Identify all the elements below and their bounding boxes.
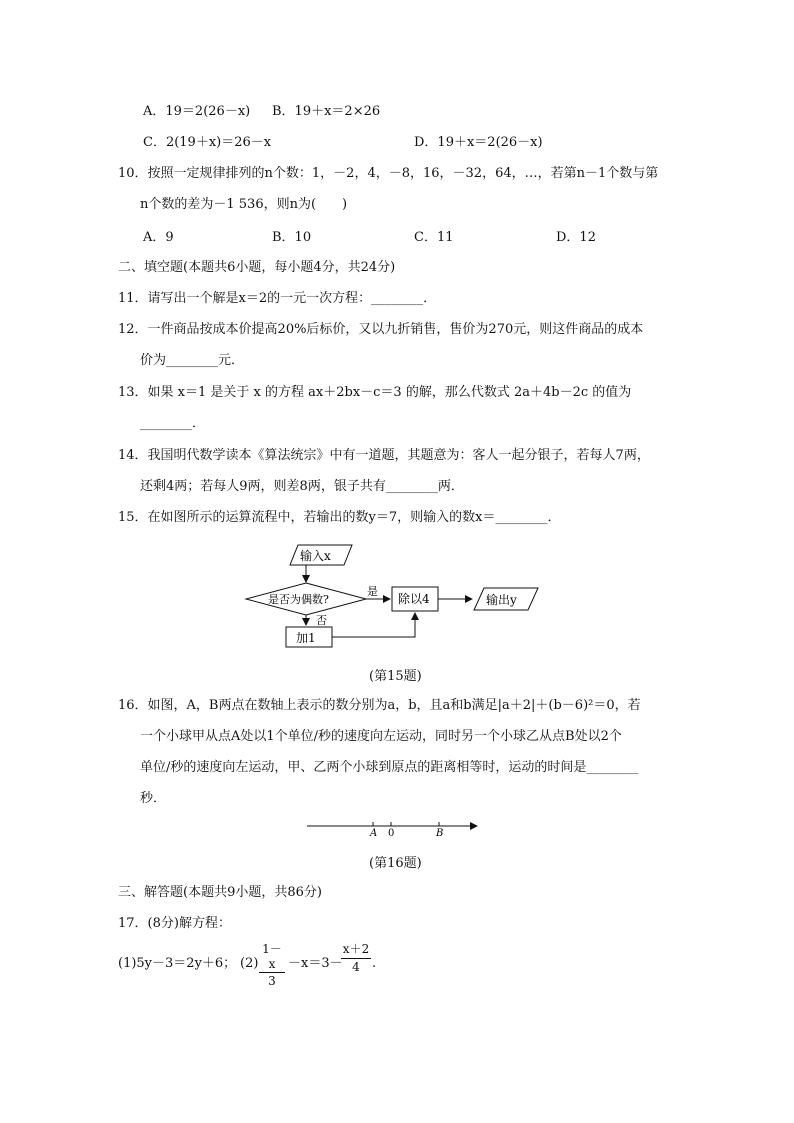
section3-heading: 三、解答题(本题共9小题，共86分) xyxy=(118,885,322,900)
q10-option-d: D．12 xyxy=(556,230,596,245)
q9-option-a: A．19＝2(26－x) xyxy=(143,104,251,119)
axis-label-origin: 0 xyxy=(388,828,395,839)
q16-line2: 一个小球甲从点A处以1个单位/秒的速度向左运动，同时另一个小球乙从点B处以2个 xyxy=(140,729,622,744)
figure15-caption: (第15题) xyxy=(369,669,422,684)
q12-line1: 12．一件商品按成本价提高20%后标价，又以九折销售，售价为270元，则这件商品的成本 xyxy=(118,322,644,337)
number-line xyxy=(305,816,485,840)
q17-fraction2-numerator: x＋2 xyxy=(342,942,370,956)
q10-line2: n个数的差为－1 536，则n为( ) xyxy=(140,197,348,212)
fraction-bar xyxy=(341,958,371,959)
flow-yes-label: 是 xyxy=(367,585,378,598)
figure16-caption: (第16题) xyxy=(369,856,422,871)
q10-option-a: A．9 xyxy=(143,230,174,245)
q16-line4: 秒． xyxy=(140,791,167,806)
q10-option-c: C．11 xyxy=(414,230,454,245)
axis-label-b: B xyxy=(436,828,444,839)
q17-middle: －x＝3－ xyxy=(288,956,343,971)
flow-no-label: 否 xyxy=(316,614,327,627)
q17-part2-prefix: (2) xyxy=(240,956,259,971)
fraction-bar xyxy=(259,972,285,973)
q14-line2: 还剩4两；若每人9两，则差8两，银子共有________两． xyxy=(140,479,464,494)
q9-option-c: C．2(19＋x)＝26－x xyxy=(143,135,272,150)
q14-line1: 14．我国明代数学读本《算法统宗》中有一道题，其题意为：客人一起分银子，若每人7两， xyxy=(118,448,650,463)
q17-stem: 17．(8分)解方程： xyxy=(118,916,231,931)
q10-line1: 10．按照一定规律排列的n个数：1，－2，4，－8，16，－32，64，…，若第n－1个数与第 xyxy=(118,166,659,181)
flowchart xyxy=(240,537,550,652)
q17-part1: (1)5y－3＝2y＋6； xyxy=(118,956,237,971)
q10-option-b: B．10 xyxy=(272,230,312,245)
q11: 11．请写出一个解是x＝2的一元一次方程：________． xyxy=(118,291,437,306)
section2-heading: 二、填空题(本题共6小题，每小题4分，共24分) xyxy=(118,260,396,275)
q17-fraction1-numerator: 1－x xyxy=(262,942,282,971)
q13-line2: ________． xyxy=(140,416,206,431)
q16-line1: 16．如图，A，B两点在数轴上表示的数分别为a，b，且a和b满足|a＋2|＋(b－6)²＝0，若 xyxy=(118,698,641,713)
q17-fraction1 xyxy=(259,940,285,988)
flow-input-label: 输入x xyxy=(300,549,331,563)
q15: 15．在如图所示的运算流程中，若输出的数y＝7，则输入的数x＝________． xyxy=(118,510,561,525)
q9-option-d: D．19＋x＝2(26－x) xyxy=(414,135,543,150)
q13-line1: 13．如果 x＝1 是关于 x 的方程 ax＋2bx－c＝3 的解，那么代数式 2a＋4b－2c 的值为 xyxy=(118,385,632,400)
flow-output-label: 输出y xyxy=(486,593,517,607)
q12-line2: 价为________元． xyxy=(140,353,245,368)
axis-label-a: A xyxy=(370,828,378,839)
q17-fraction2 xyxy=(341,940,371,974)
flow-add-label: 加1 xyxy=(296,631,316,645)
q17-fraction2-denominator: 4 xyxy=(352,960,360,974)
flow-divide-label: 除以4 xyxy=(398,592,430,606)
q17-end: . xyxy=(372,956,377,971)
q17-fraction1-denominator: 3 xyxy=(268,974,276,988)
q9-option-b: B．19＋x＝2×26 xyxy=(272,104,381,119)
q16-line3: 单位/秒的速度向左运动，甲、乙两个小球到原点的距离相等时，运动的时间是________ xyxy=(140,760,639,775)
flow-decision-label: 是否为偶数? xyxy=(268,593,329,606)
